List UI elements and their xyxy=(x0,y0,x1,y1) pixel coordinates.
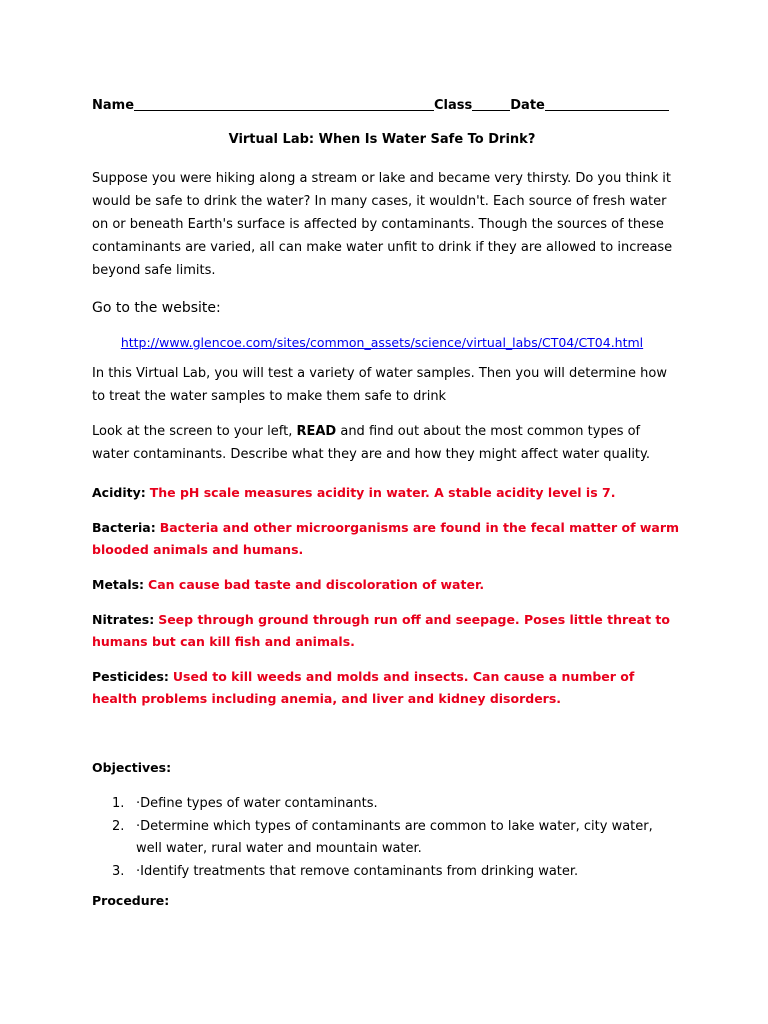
instructions-before: Look at the screen to your left, xyxy=(92,424,297,439)
contaminant-description: Bacteria and other microorganisms are found in the fecal matter of warm blooded animals and humans. xyxy=(92,520,680,557)
date-blank[interactable] xyxy=(545,96,669,111)
list-item xyxy=(92,861,680,883)
instructions-emphasis: READ xyxy=(296,424,337,439)
list-item-number: 3. xyxy=(112,864,125,879)
contaminant-acidity xyxy=(92,482,680,504)
date-label: Date xyxy=(510,98,545,113)
contaminant-term: Pesticides: xyxy=(92,669,169,684)
instructions-after: and find out about the most common types of water contaminants. Describe what they are and how they might affect water quality. xyxy=(92,424,651,462)
contaminant-description: Can cause bad taste and discoloration of water. xyxy=(148,577,485,592)
contaminant-description: The pH scale measures acidity in water. A stable acidity level is 7. xyxy=(149,485,616,500)
contaminant-description: Seep through ground through run off and seepage. Poses little threat to humans but can kill fish and animals. xyxy=(92,612,670,649)
contaminant-metals xyxy=(92,574,680,596)
lab-description: In this Virtual Lab, you will test a variety of water samples. Then you will determine how to treat the water samples to make them safe to drink xyxy=(92,366,667,404)
name-label: Name xyxy=(92,98,135,113)
goto-website-label: Go to the website: xyxy=(92,300,221,316)
worksheet-page xyxy=(92,94,680,908)
list-item-number: 2. xyxy=(112,819,125,834)
header-fields xyxy=(92,94,680,118)
instructions-paragraph xyxy=(92,420,680,466)
list-item-text: ·Determine which types of contaminants are common to lake water, city water, well water, rural water and mountain water. xyxy=(136,819,653,856)
page-title: Virtual Lab: When Is Water Safe To Drink? xyxy=(228,132,536,147)
list-item xyxy=(92,793,680,815)
contaminant-term: Nitrates: xyxy=(92,612,155,627)
objectives-list xyxy=(92,793,680,883)
website-link[interactable]: http://www.glencoe.com/sites/common_assets/science/virtual_labs/CT04/CT04.html xyxy=(120,335,644,350)
contaminant-term: Metals: xyxy=(92,577,145,592)
list-item-text: ·Define types of water contaminants. xyxy=(136,796,378,811)
class-blank[interactable] xyxy=(472,96,510,111)
contaminant-pesticides xyxy=(92,666,680,710)
list-item-text: ·Identify treatments that remove contaminants from drinking water. xyxy=(136,864,579,879)
intro-paragraph: Suppose you were hiking along a stream or lake and became very thirsty. Do you think it would be safe to drink the water? In many cases, it wouldn't. Each source of fresh water on or beneath Earth's surface is affected by contaminants. Though the sources of these contaminants are varied, all can make water unfit to drink if they are allowed to increase beyond safe limits. xyxy=(92,171,673,278)
name-blank[interactable] xyxy=(134,96,434,111)
class-label: Class xyxy=(434,98,473,113)
procedure-heading: Procedure: xyxy=(92,893,170,908)
objectives-heading: Objectives: xyxy=(92,760,172,775)
contaminant-nitrates xyxy=(92,609,680,653)
contaminant-description: Used to kill weeds and molds and insects. Can cause a number of health problems including anemia, and liver and kidney disorders. xyxy=(92,669,635,706)
contaminant-term: Bacteria: xyxy=(92,520,156,535)
website-link-container xyxy=(92,335,680,350)
contaminant-term: Acidity: xyxy=(92,485,146,500)
contaminant-bacteria xyxy=(92,517,680,561)
list-item-number: 1. xyxy=(112,796,125,811)
list-item xyxy=(92,816,680,860)
